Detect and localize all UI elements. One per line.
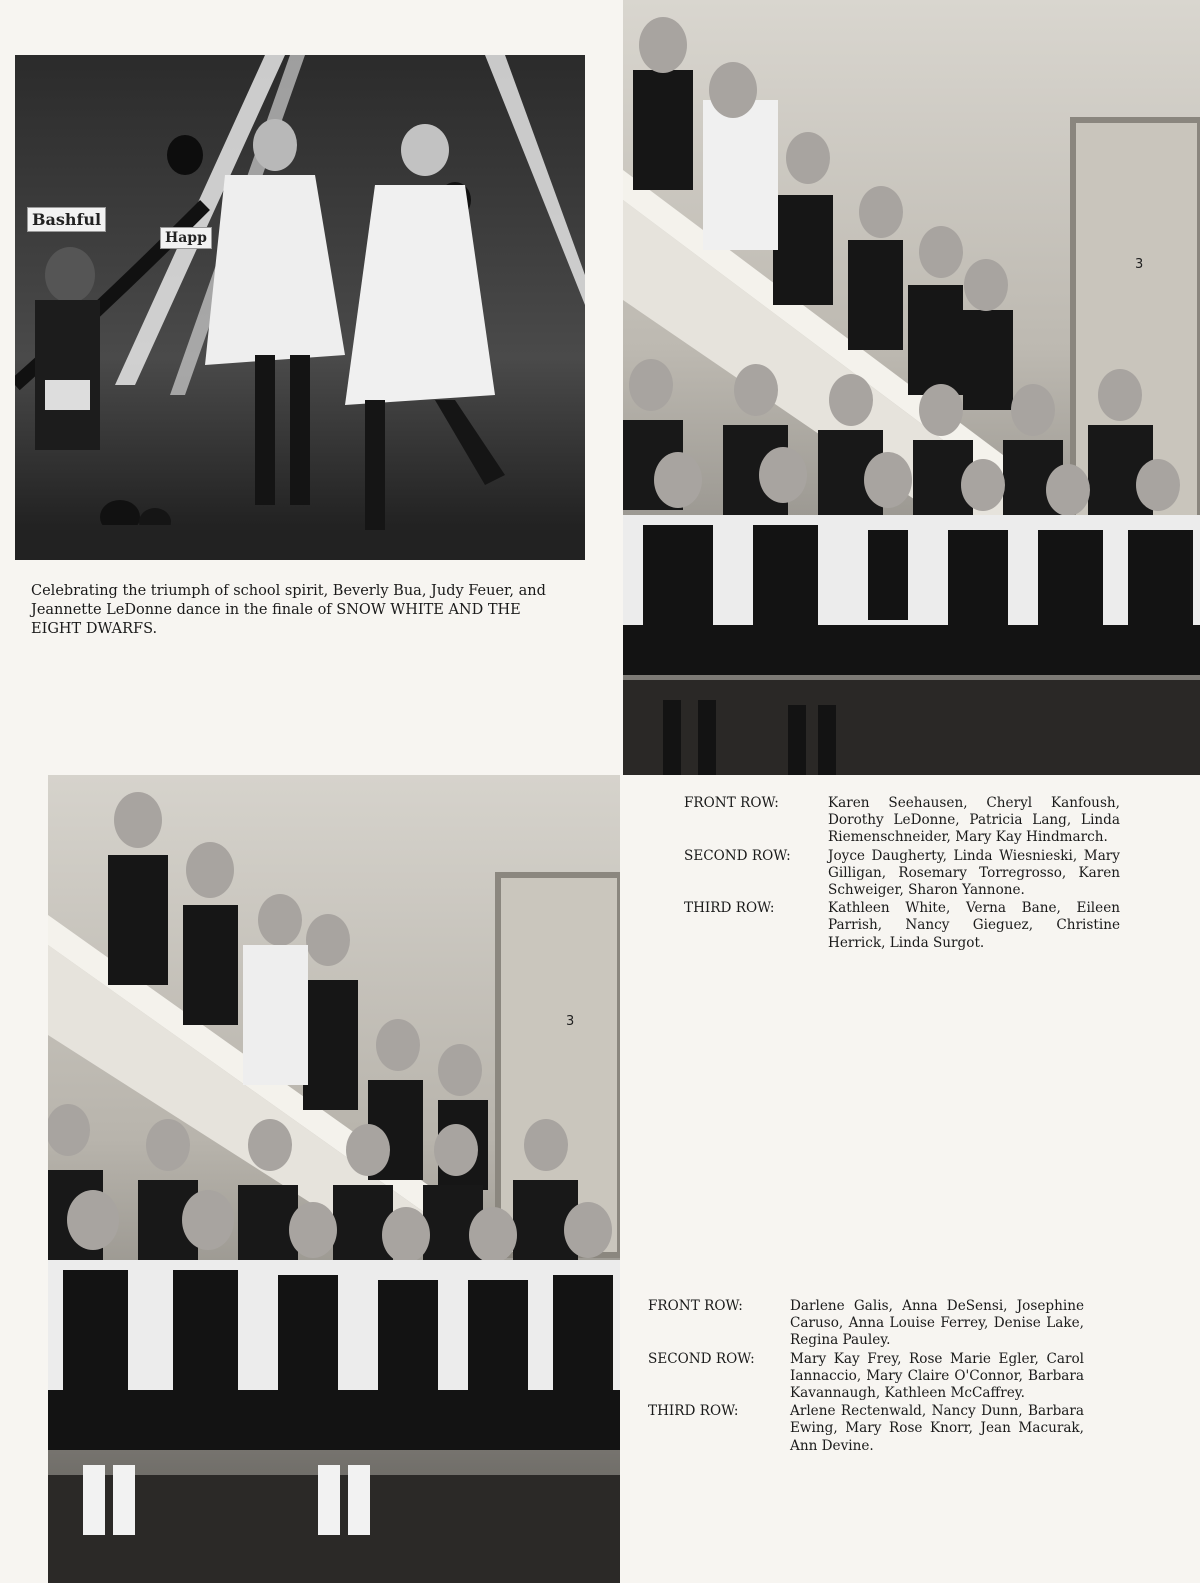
roster-row: [684, 848, 1120, 900]
door-number-top: 3: [1135, 257, 1144, 272]
roster-row: [684, 795, 1120, 847]
row-label: SECOND ROW:: [648, 1350, 755, 1367]
row-label: FRONT ROW:: [684, 795, 779, 811]
roster-top-photo: [684, 795, 1120, 952]
row-names: Joyce Daugherty, Linda Wiesnieski, Mary Gilligan, Rosemary Torregrosso, Karen Schweiger, Sharon Yannone.: [828, 847, 1120, 899]
happy-sign: Happ: [160, 227, 212, 249]
stage-dance-photo: [15, 55, 585, 560]
bashful-sign: Bashful: [27, 207, 106, 232]
roster-bottom-photo: [648, 1298, 1084, 1455]
row-names: Kathleen White, Verna Bane, Eileen Parrish, Nancy Gieguez, Christine Herrick, Linda Surgot.: [828, 900, 1120, 951]
roster-row: [684, 900, 1120, 952]
row-names: Mary Kay Frey, Rose Marie Egler, Carol Iannaccio, Mary Claire O'Connor, Barbara Kavannaugh, Kathleen McCaffrey.: [790, 1350, 1084, 1402]
row-label: SECOND ROW:: [684, 847, 791, 864]
row-label: FRONT ROW:: [648, 1298, 743, 1314]
row-label: THIRD ROW:: [684, 900, 775, 917]
group-scene-illustration-top: [623, 0, 1200, 775]
roster-row: [648, 1403, 1084, 1455]
row-names: Darlene Galis, Anna DeSensi, Josephine Caruso, Anna Louise Ferrey, Denise Lake, Regina Pauley.: [790, 1298, 1084, 1349]
stage-scene-illustration: [15, 55, 585, 560]
row-names: Arlene Rectenwald, Nancy Dunn, Barbara Ewing, Mary Rose Knorr, Jean Macurak, Ann Devine.: [790, 1403, 1084, 1454]
stage-photo-caption: Celebrating the triumph of school spirit, Beverly Bua, Judy Feuer, and Jeannette LeDonne dance in the finale of SNOW WHITE AND THE EIGHT DWARFS.: [31, 583, 546, 637]
group-scene-illustration-bottom: [48, 775, 620, 1583]
door-number-bottom: 3: [566, 1014, 575, 1029]
roster-row: [648, 1351, 1084, 1403]
row-label: THIRD ROW:: [648, 1403, 739, 1420]
group-photo-bottom: [48, 775, 620, 1583]
group-photo-top: [623, 0, 1200, 775]
roster-row: [648, 1298, 1084, 1350]
row-names: Karen Seehausen, Cheryl Kanfoush, Dorothy LeDonne, Patricia Lang, Linda Riemenschneider, Mary Kay Hindmarch.: [828, 795, 1120, 846]
